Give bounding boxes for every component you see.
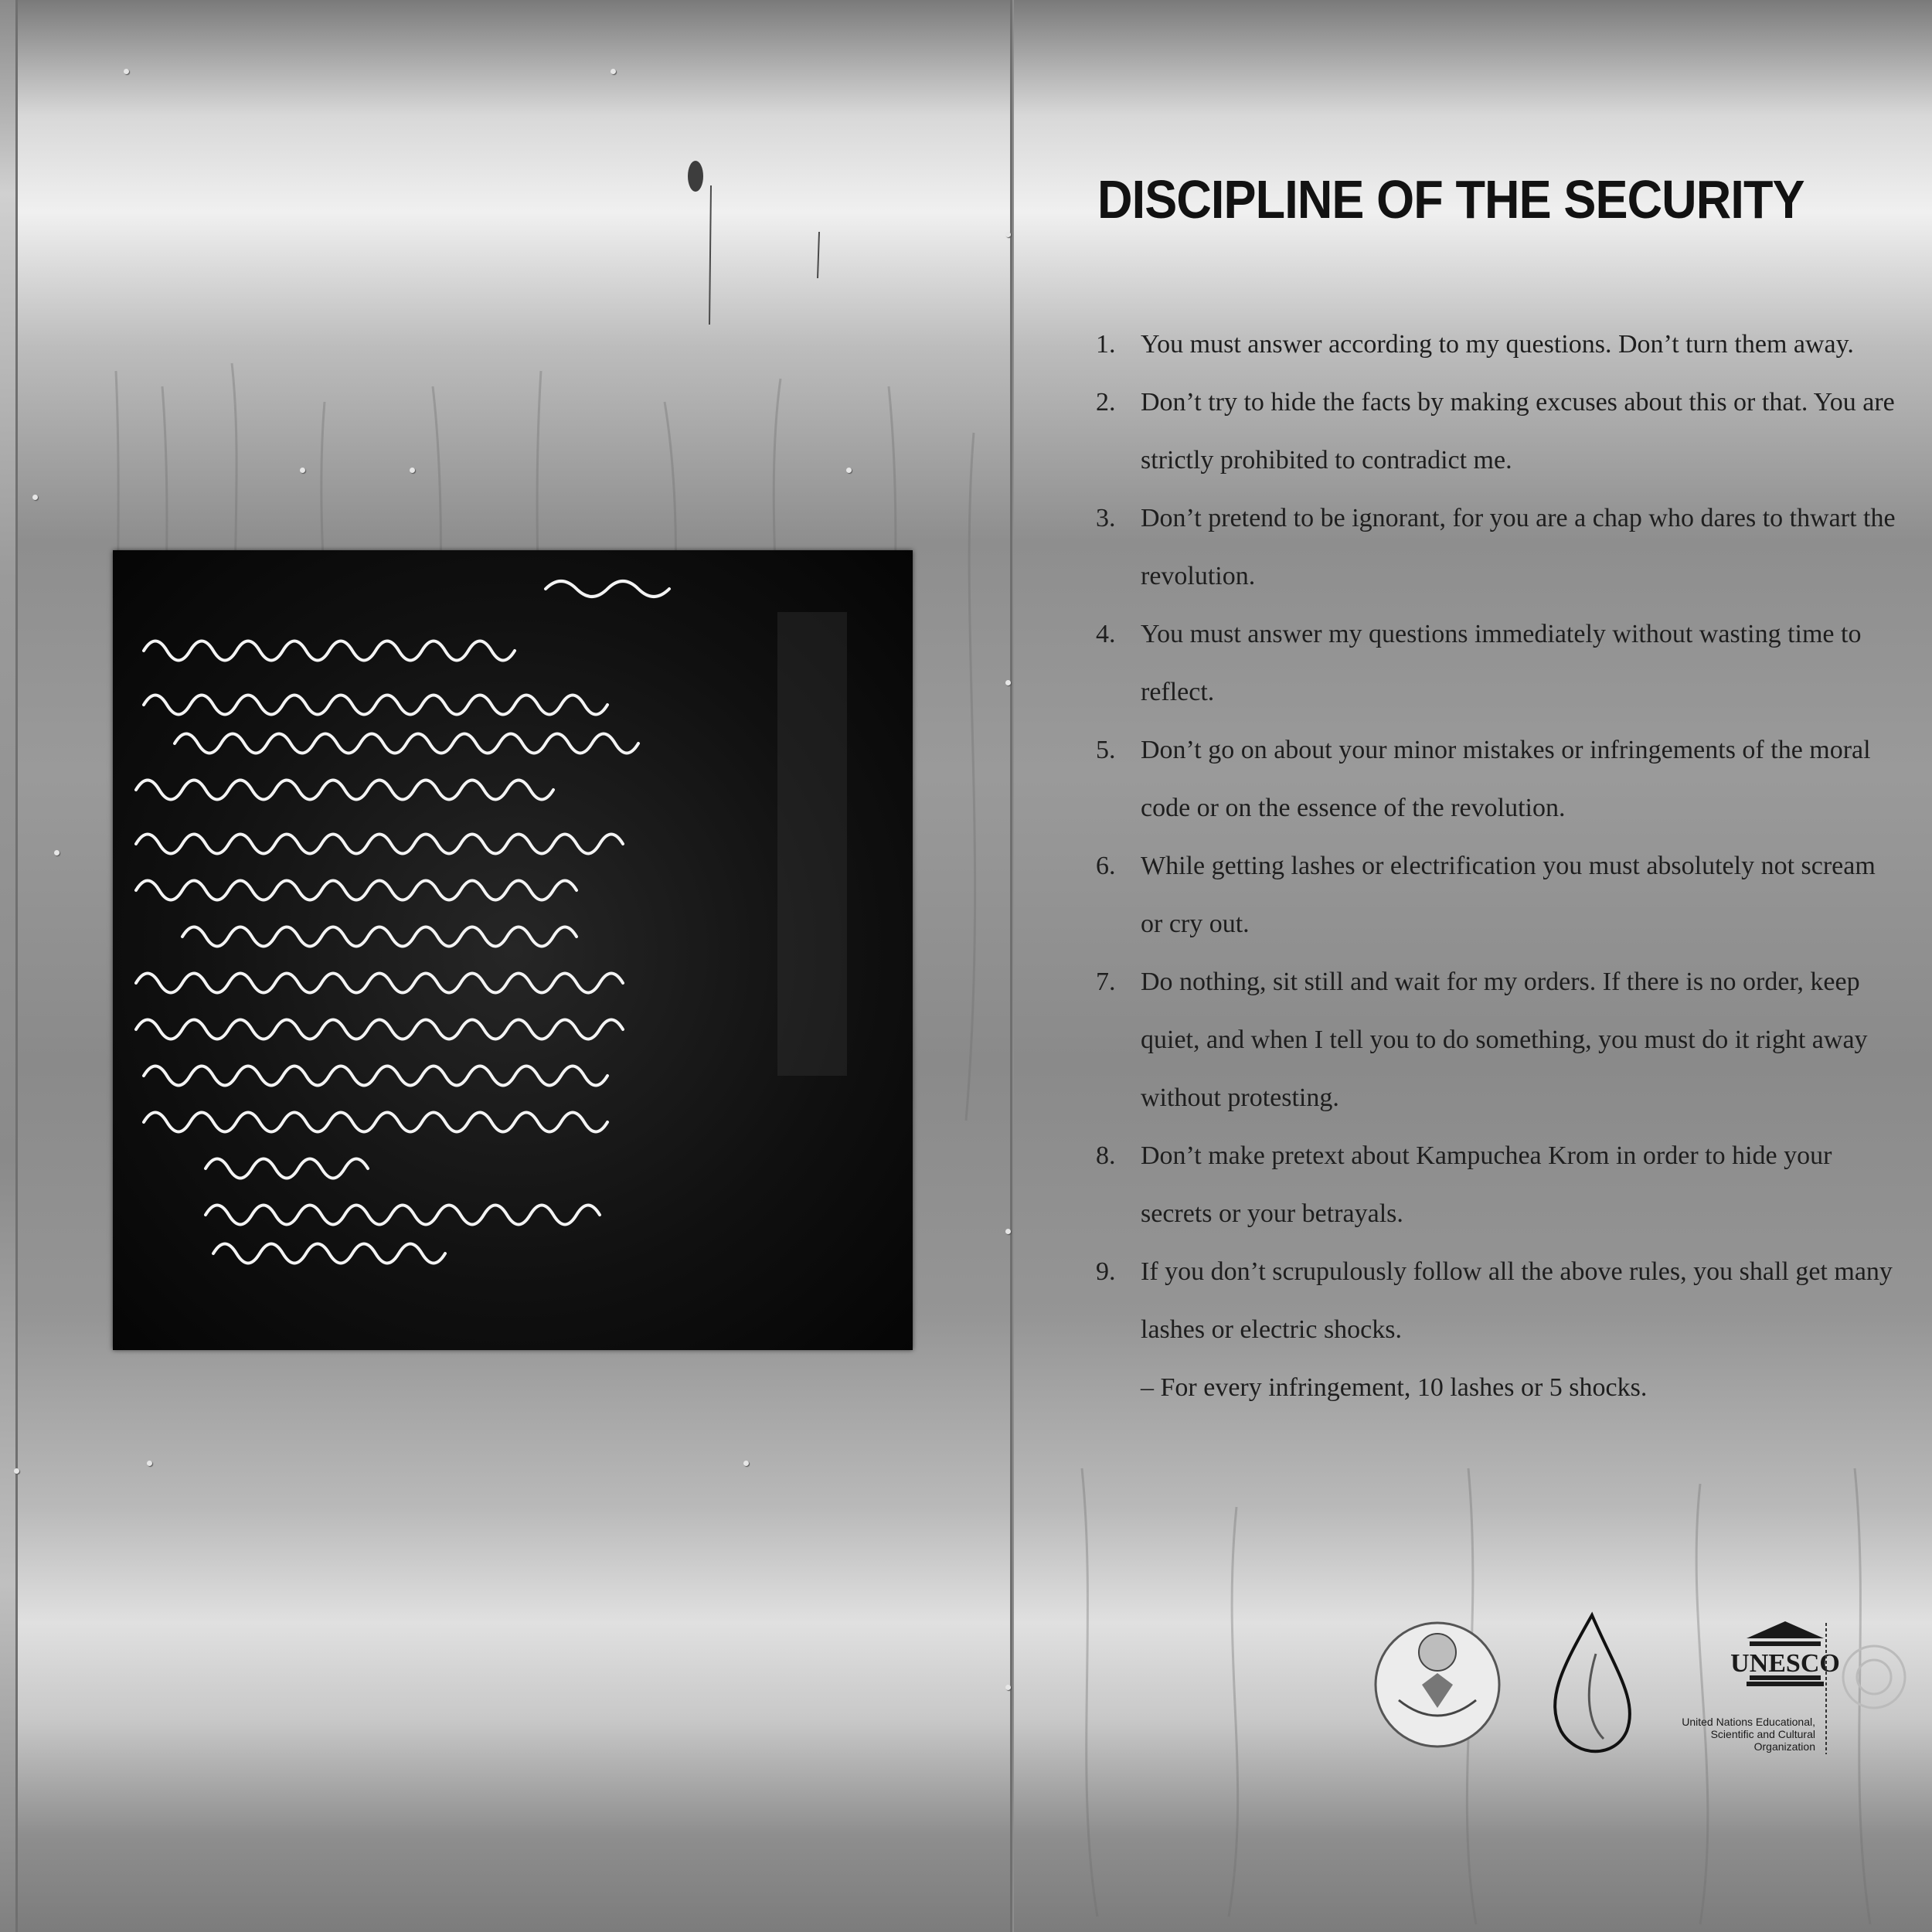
- rivet: [1005, 1229, 1011, 1234]
- rule-number: 2.: [1096, 388, 1116, 417]
- rivet: [1005, 1685, 1011, 1690]
- memorial-seal-icon: [1376, 1623, 1499, 1747]
- handwriting-icon: [113, 550, 913, 1350]
- sign-title: DISCIPLINE OF THE SECURITY: [1097, 169, 1804, 230]
- rule-item: [1096, 489, 1903, 605]
- rule-number: 9.: [1096, 1257, 1116, 1286]
- rivet: [54, 850, 60, 855]
- unesco-caption: United Nations Educational, Scientific and Cultural Organization: [1682, 1716, 1815, 1753]
- rivet: [846, 468, 852, 473]
- rule-text: Don’t pretend to be ignorant, for you are a chap who dares to thwart the revolution.: [1141, 504, 1896, 590]
- rule-item: [1096, 1127, 1903, 1243]
- rule-item: [1096, 837, 1903, 953]
- left-edge-panel: [0, 0, 17, 1932]
- drop-logo-icon: [1555, 1615, 1630, 1751]
- rule-item: [1096, 605, 1903, 721]
- rivet: [124, 69, 129, 74]
- logos-graphic: [1368, 1607, 1924, 1762]
- rivet: [410, 468, 415, 473]
- rule-footnote: – For every infringement, 10 lashes or 5 shocks.: [1141, 1373, 1648, 1402]
- rivet: [743, 1461, 749, 1466]
- rivet: [14, 1468, 19, 1474]
- rule-number: 1.: [1096, 330, 1116, 359]
- rule-item: [1096, 373, 1903, 489]
- rivet: [147, 1461, 152, 1466]
- rivet: [32, 495, 38, 500]
- logo-strip: [1368, 1607, 1924, 1762]
- rule-number: 5.: [1096, 736, 1116, 764]
- rule-text: Don’t make pretext about Kampuchea Krom in order to hide your secrets or your betrayals.: [1141, 1141, 1832, 1228]
- panel-seam: [15, 0, 18, 1932]
- rule-number: 8.: [1096, 1141, 1116, 1170]
- blackboard-photo: [113, 550, 913, 1350]
- rule-item: [1096, 953, 1903, 1127]
- rule-item: [1096, 721, 1903, 837]
- rule-number: 3.: [1096, 504, 1116, 532]
- rivet: [1005, 232, 1011, 237]
- rule-text: If you don’t scrupulously follow all the above rules, you shall get many lashes or electric shocks.: [1141, 1257, 1893, 1344]
- rule-item: [1096, 1243, 1903, 1359]
- rule-text: Don’t try to hide the facts by making excuses about this or that. You are strictly prohibited to contradict me.: [1141, 388, 1895, 474]
- rule-text: You must answer my questions immediately without wasting time to reflect.: [1141, 620, 1862, 706]
- rule-item: [1096, 315, 1903, 373]
- rule-text: While getting lashes or electrification you must absolutely not scream or cry out.: [1141, 852, 1876, 938]
- panel-seam: [1010, 0, 1012, 1932]
- rule-number: 6.: [1096, 852, 1116, 880]
- rule-text: Do nothing, sit still and wait for my orders. If there is no order, keep quiet, and when I tell you to do something, you must do it right away without protesting.: [1141, 968, 1868, 1112]
- rivet: [1005, 680, 1011, 685]
- rivet: [611, 69, 616, 74]
- rules-list: [1096, 315, 1903, 1417]
- rule-text: You must answer according to my questions. Don’t turn them away.: [1141, 330, 1854, 359]
- rivet: [300, 468, 305, 473]
- unesco-wordmark: UNESCO: [1730, 1649, 1840, 1678]
- rule-text: Don’t go on about your minor mistakes or infringements of the moral code or on the essence of the revolution.: [1141, 736, 1871, 822]
- rule-number: 7.: [1096, 968, 1116, 996]
- rule-number: 4.: [1096, 620, 1116, 648]
